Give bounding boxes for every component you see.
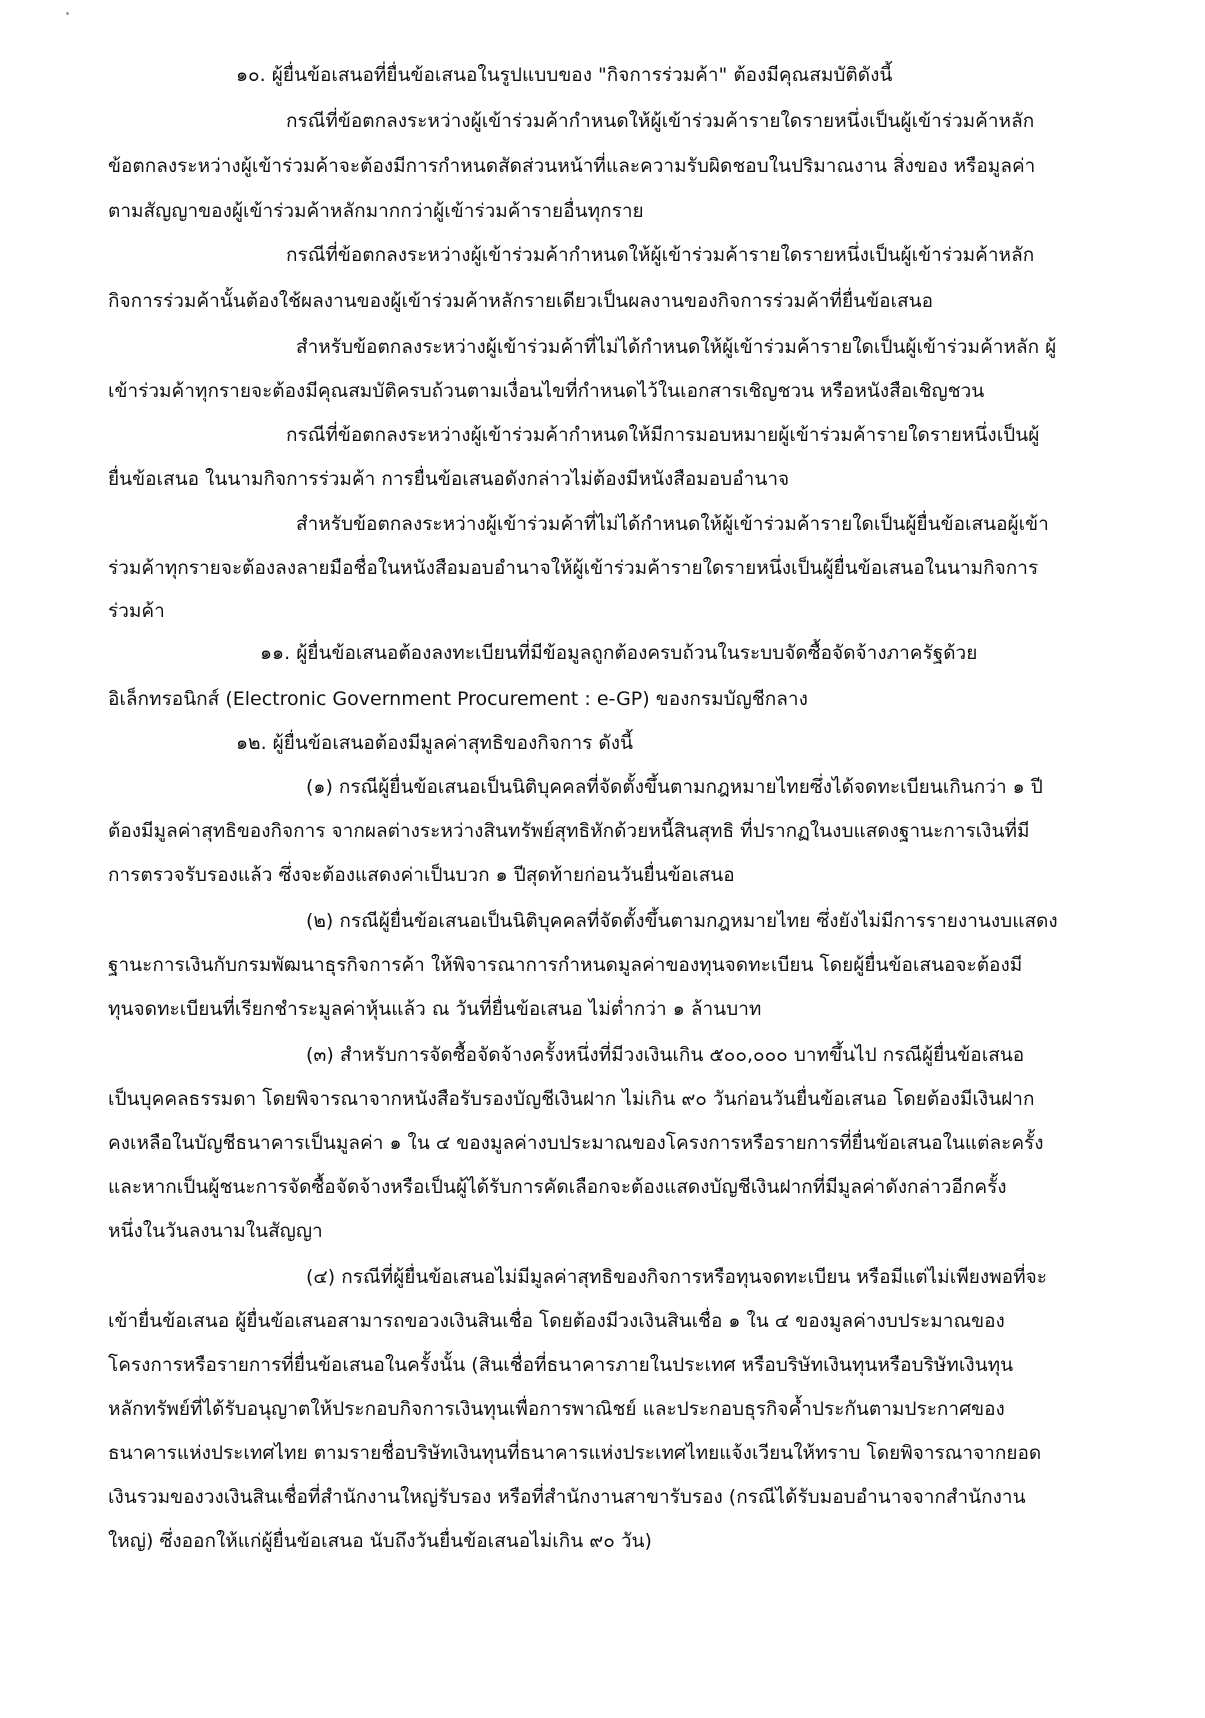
text-line: กรณีที่ข้อตกลงระหว่างผู้เข้าร่วมค้ากำหนดให้มีการมอบหมายผู้เข้าร่วมค้ารายใดรายหนึ่งเป็นผู้ bbox=[286, 424, 1040, 446]
text-line: ยื่นข้อเสนอ ในนามกิจการร่วมค้า การยื่นข้อเสนอดังกล่าวไม่ต้องมีหนังสือมอบอำนาจ bbox=[108, 468, 790, 490]
text-line: เงินรวมของวงเงินสินเชื่อที่สำนักงานใหญ่รับรอง หรือที่สำนักงานสาขารับรอง (กรณีได้รับมอบอำนาจจากสำนักงาน bbox=[108, 1486, 1026, 1508]
text-line: และหากเป็นผู้ชนะการจัดซื้อจัดจ้างหรือเป็นผู้ได้รับการคัดเลือกจะต้องแสดงบัญชีเงินฝากที่มีมูลค่าดังกล่าวอีกครั้ง bbox=[108, 1176, 1007, 1198]
text-line: หลักทรัพย์ที่ได้รับอนุญาตให้ประกอบกิจการเงินทุนเพื่อการพาณิชย์ และประกอบธุรกิจค้ำประกันตามประกาศของ bbox=[108, 1398, 1005, 1420]
text-line: หนึ่งในวันลงนามในสัญญา bbox=[108, 1220, 323, 1242]
text-line: ตามสัญญาของผู้เข้าร่วมค้าหลักมากกว่าผู้เข้าร่วมค้ารายอื่นทุกราย bbox=[108, 200, 644, 222]
text-line: ทุนจดทะเบียนที่เรียกชำระมูลค่าหุ้นแล้ว ณ วันที่ยื่นข้อเสนอ ไม่ต่ำกว่า ๑ ล้านบาท bbox=[108, 998, 762, 1020]
text-line: กิจการร่วมค้านั้นต้องใช้ผลงานของผู้เข้าร่วมค้าหลักรายเดียวเป็นผลงานของกิจการร่วมค้าที่ยื่นข้อเสนอ bbox=[108, 290, 933, 312]
text-line: โครงการหรือรายการที่ยื่นข้อเสนอในครั้งนั้น (สินเชื่อที่ธนาคารภายในประเทศ หรือบริษัทเงินทุนหรือบริษัทเงินทุน bbox=[108, 1354, 1014, 1376]
text-line: เข้ายื่นข้อเสนอ ผู้ยื่นข้อเสนอสามารถขอวงเงินสินเชื่อ โดยต้องมีวงเงินสินเชื่อ ๑ ใน ๔ ของมูลค่างบประมาณของ bbox=[108, 1310, 1005, 1332]
text-line: (๔) กรณีที่ผู้ยื่นข้อเสนอไม่มีมูลค่าสุทธิของกิจการหรือทุนจดทะเบียน หรือมีแต่ไม่เพียงพอที่จะ bbox=[306, 1266, 1047, 1288]
text-line: ร่วมค้าทุกรายจะต้องลงลายมือชื่อในหนังสือมอบอำนาจให้ผู้เข้าร่วมค้ารายใดรายหนึ่งเป็นผู้ยื่นข้อเสนอในนามกิจการ bbox=[108, 557, 1039, 579]
text-line: เข้าร่วมค้าทุกรายจะต้องมีคุณสมบัติครบถ้วนตามเงื่อนไขที่กำหนดไว้ในเอกสารเชิญชวน หรือหนังสือเชิญชวน bbox=[108, 380, 985, 402]
text-line: ข้อตกลงระหว่างผู้เข้าร่วมค้าจะต้องมีการกำหนดสัดส่วนหน้าที่และความรับผิดชอบในปริมาณงาน สิ่งของ หรือมูลค่า bbox=[108, 155, 1036, 177]
clause-12-heading: ๑๒. ผู้ยื่นข้อเสนอต้องมีมูลค่าสุทธิของกิจการ ดังนี้ bbox=[236, 732, 633, 754]
text-line: สำหรับข้อตกลงระหว่างผู้เข้าร่วมค้าที่ไม่ได้กำหนดให้ผู้เข้าร่วมค้ารายใดเป็นผู้เข้าร่วมค้าหลัก ผู้ bbox=[296, 336, 1057, 358]
text-line: (๒) กรณีผู้ยื่นข้อเสนอเป็นนิติบุคคลที่จัดตั้งขึ้นตามกฎหมายไทย ซึ่งยังไม่มีการรายงานงบแสดง bbox=[306, 910, 1058, 932]
text-line: ใหญ่) ซึ่งออกให้แก่ผู้ยื่นข้อเสนอ นับถึงวันยื่นข้อเสนอไม่เกิน ๙๐ วัน) bbox=[108, 1530, 652, 1552]
text-line: (๑) กรณีผู้ยื่นข้อเสนอเป็นนิติบุคคลที่จัดตั้งขึ้นตามกฎหมายไทยซึ่งได้จดทะเบียนเกินกว่า ๑ ปี bbox=[306, 776, 1043, 798]
text-line: สำหรับข้อตกลงระหว่างผู้เข้าร่วมค้าที่ไม่ได้กำหนดให้ผู้เข้าร่วมค้ารายใดเป็นผู้ยื่นข้อเสนอผู้เข้า bbox=[296, 513, 1049, 535]
text-line: อิเล็กทรอนิกส์ (Electronic Government Procurement : e-GP) ของกรมบัญชีกลาง bbox=[108, 688, 808, 710]
text-line: ต้องมีมูลค่าสุทธิของกิจการ จากผลต่างระหว่างสินทรัพย์สุทธิหักด้วยหนี้สินสุทธิ ที่ปรากฏในงบแสดงฐานะการเงินที่มี bbox=[108, 820, 1030, 842]
clause-10-heading: ๑๐. ผู้ยื่นข้อเสนอที่ยื่นข้อเสนอในรูปแบบของ "กิจการร่วมค้า" ต้องมีคุณสมบัติดังนี้ bbox=[236, 64, 893, 86]
text-line: ฐานะการเงินกับกรมพัฒนาธุรกิจการค้า ให้พิจารณาการกำหนดมูลค่าของทุนจดทะเบียน โดยผู้ยื่นข้อเสนอจะต้องมี bbox=[108, 954, 1023, 976]
clause-11-heading: ๑๑. ผู้ยื่นข้อเสนอต้องลงทะเบียนที่มีข้อมูลถูกต้องครบถ้วนในระบบจัดซื้อจัดจ้างภาครัฐด้วย bbox=[260, 642, 978, 664]
scan-speck bbox=[66, 12, 69, 15]
text-line: กรณีที่ข้อตกลงระหว่างผู้เข้าร่วมค้ากำหนดให้ผู้เข้าร่วมค้ารายใดรายหนึ่งเป็นผู้เข้าร่วมค้าหลัก bbox=[286, 110, 1035, 132]
text-line: (๓) สำหรับการจัดซื้อจัดจ้างครั้งหนึ่งที่มีวงเงินเกิน ๕๐๐,๐๐๐ บาทขึ้นไป กรณีผู้ยื่นข้อเสนอ bbox=[306, 1044, 1025, 1066]
text-line: คงเหลือในบัญชีธนาคารเป็นมูลค่า ๑ ใน ๔ ของมูลค่างบประมาณของโครงการหรือรายการที่ยื่นข้อเสนอในแต่ละครั้ง bbox=[108, 1132, 1044, 1154]
text-line: การตรวจรับรองแล้ว ซึ่งจะต้องแสดงค่าเป็นบวก ๑ ปีสุดท้ายก่อนวันยื่นข้อเสนอ bbox=[108, 864, 735, 886]
text-line: ร่วมค้า bbox=[108, 600, 165, 622]
text-line: เป็นบุคคลธรรมดา โดยพิจารณาจากหนังสือรับรองบัญชีเงินฝาก ไม่เกิน ๙๐ วันก่อนวันยื่นข้อเสนอ โดยต้องมีเงินฝาก bbox=[108, 1088, 1035, 1110]
text-line: ธนาคารแห่งประเทศไทย ตามรายชื่อบริษัทเงินทุนที่ธนาคารแห่งประเทศไทยแจ้งเวียนให้ทราบ โดยพิจารณาจากยอด bbox=[108, 1442, 1042, 1464]
text-line: กรณีที่ข้อตกลงระหว่างผู้เข้าร่วมค้ากำหนดให้ผู้เข้าร่วมค้ารายใดรายหนึ่งเป็นผู้เข้าร่วมค้าหลัก bbox=[286, 244, 1035, 266]
